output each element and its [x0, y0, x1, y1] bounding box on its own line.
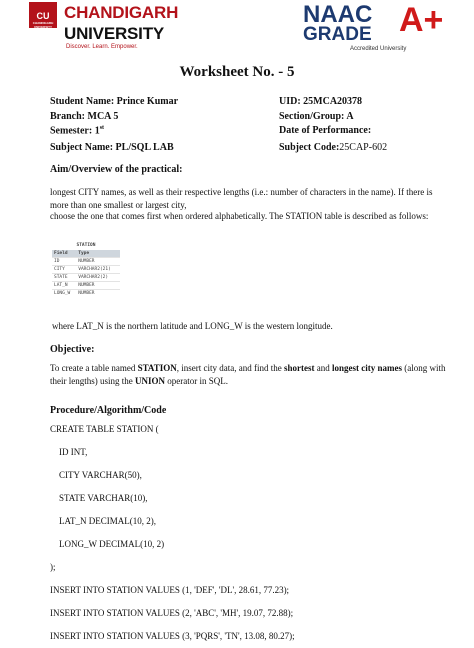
- section-group: Section/Group: A: [279, 111, 354, 122]
- cu-name-line2: UNIVERSITY: [64, 24, 165, 43]
- station-table-caption: STATION: [76, 243, 96, 248]
- objective-b2: shortest: [283, 363, 315, 373]
- table-row: [52, 258, 120, 266]
- subject-code-label: Subject Code:: [279, 142, 340, 153]
- col-type: Type: [76, 250, 120, 258]
- table-row: [52, 266, 120, 274]
- naac-line2: GRADE: [303, 24, 372, 45]
- aim-para-1: longest CITY names, as well as their respective lengths (i.e.: number of characters in the name). If there is more than one smallest or largest city,: [50, 187, 433, 210]
- objective-t2: , insert city data, and find the: [176, 363, 284, 373]
- branch: Branch: MCA 5: [50, 111, 119, 122]
- semester-text: Semester: 1: [50, 125, 100, 137]
- code-block: [50, 418, 295, 648]
- aim-note: where LAT_N is the northern latitude and LONG_W is the western longitude.: [52, 321, 333, 331]
- objective-t3: and: [314, 363, 332, 373]
- date-of-performance: Date of Performance:: [279, 125, 372, 136]
- code-line: CITY VARCHAR(50),: [59, 470, 142, 480]
- code-line: LAT_N DECIMAL(10, 2),: [59, 516, 156, 526]
- objective-heading: Objective:: [50, 344, 95, 355]
- code-line: CREATE TABLE STATION (: [50, 424, 159, 434]
- semester: [50, 125, 104, 136]
- aim-para-2: choose the one that comes first when ordered alphabetically. The STATION table is described as follows:: [50, 211, 429, 221]
- procedure-heading: Procedure/Algorithm/Code: [50, 405, 167, 416]
- station-table: [52, 243, 120, 297]
- objective-b4: UNION: [135, 376, 166, 386]
- student-name: Student Name: Prince Kumar: [50, 96, 179, 107]
- code-line: ID INT,: [59, 447, 88, 457]
- cu-university-name: [64, 4, 178, 42]
- subject-code-value: 25CAP-602: [339, 142, 388, 153]
- table-row: [52, 290, 120, 298]
- worksheet-title: Worksheet No. - 5: [179, 64, 295, 80]
- code-line: STATE VARCHAR(10),: [59, 493, 148, 503]
- subject-code: [279, 142, 387, 153]
- code-line: INSERT INTO STATION VALUES (1, 'DEF', 'DL', 28.61, 77.23);: [50, 585, 290, 595]
- col-field: Field: [52, 250, 76, 258]
- cell-field: LONG_W: [52, 290, 76, 298]
- semester-sup: st: [99, 125, 105, 131]
- cell-type: VARCHAR2(2): [76, 274, 120, 282]
- code-line: );: [50, 562, 56, 572]
- cell-type: VARCHAR2(21): [76, 266, 120, 274]
- cell-field: STATE: [52, 274, 76, 282]
- cell-type: NUMBER: [76, 290, 120, 298]
- cu-logo-letters: CU: [36, 11, 50, 21]
- objective-b1: STATION: [137, 363, 177, 373]
- objective-text: [50, 362, 450, 388]
- objective-t1: To create a table named: [50, 363, 138, 373]
- objective-t4: (along with their lengths) using the: [50, 363, 446, 386]
- objective-b3: longest city names: [331, 363, 402, 373]
- aim-heading: Aim/Overview of the practical:: [50, 164, 183, 175]
- cu-tagline: Discover. Learn. Empower.: [66, 44, 138, 50]
- table-row: [52, 282, 120, 290]
- cell-field: LAT_N: [52, 282, 76, 290]
- cu-logo-sub: CHANDIGARH UNIVERSITY: [32, 21, 54, 29]
- code-line: INSERT INTO STATION VALUES (3, 'PQRS', 'TN', 13.08, 80.27);: [50, 631, 295, 641]
- cell-field: ID: [52, 258, 76, 266]
- cell-field: CITY: [52, 266, 76, 274]
- code-line: LONG_W DECIMAL(10, 2): [59, 539, 165, 549]
- cu-name-line1: CHANDIGARH: [64, 3, 179, 22]
- naac-line1: NAAC: [303, 1, 373, 28]
- grade-badge: A+: [399, 1, 444, 39]
- cu-logo: [29, 2, 57, 28]
- cell-type: NUMBER: [76, 282, 120, 290]
- objective-t5: operator in SQL.: [165, 376, 229, 386]
- cell-type: NUMBER: [76, 258, 120, 266]
- table-row: [52, 274, 120, 282]
- naac-logo: [303, 1, 373, 45]
- code-line: INSERT INTO STATION VALUES (2, 'ABC', 'MH', 19.07, 72.88);: [50, 608, 294, 618]
- subject-name: Subject Name: PL/SQL LAB: [50, 142, 174, 153]
- uid: UID: 25MCA20378: [279, 96, 363, 107]
- accredited-text: Accredited University: [350, 46, 407, 52]
